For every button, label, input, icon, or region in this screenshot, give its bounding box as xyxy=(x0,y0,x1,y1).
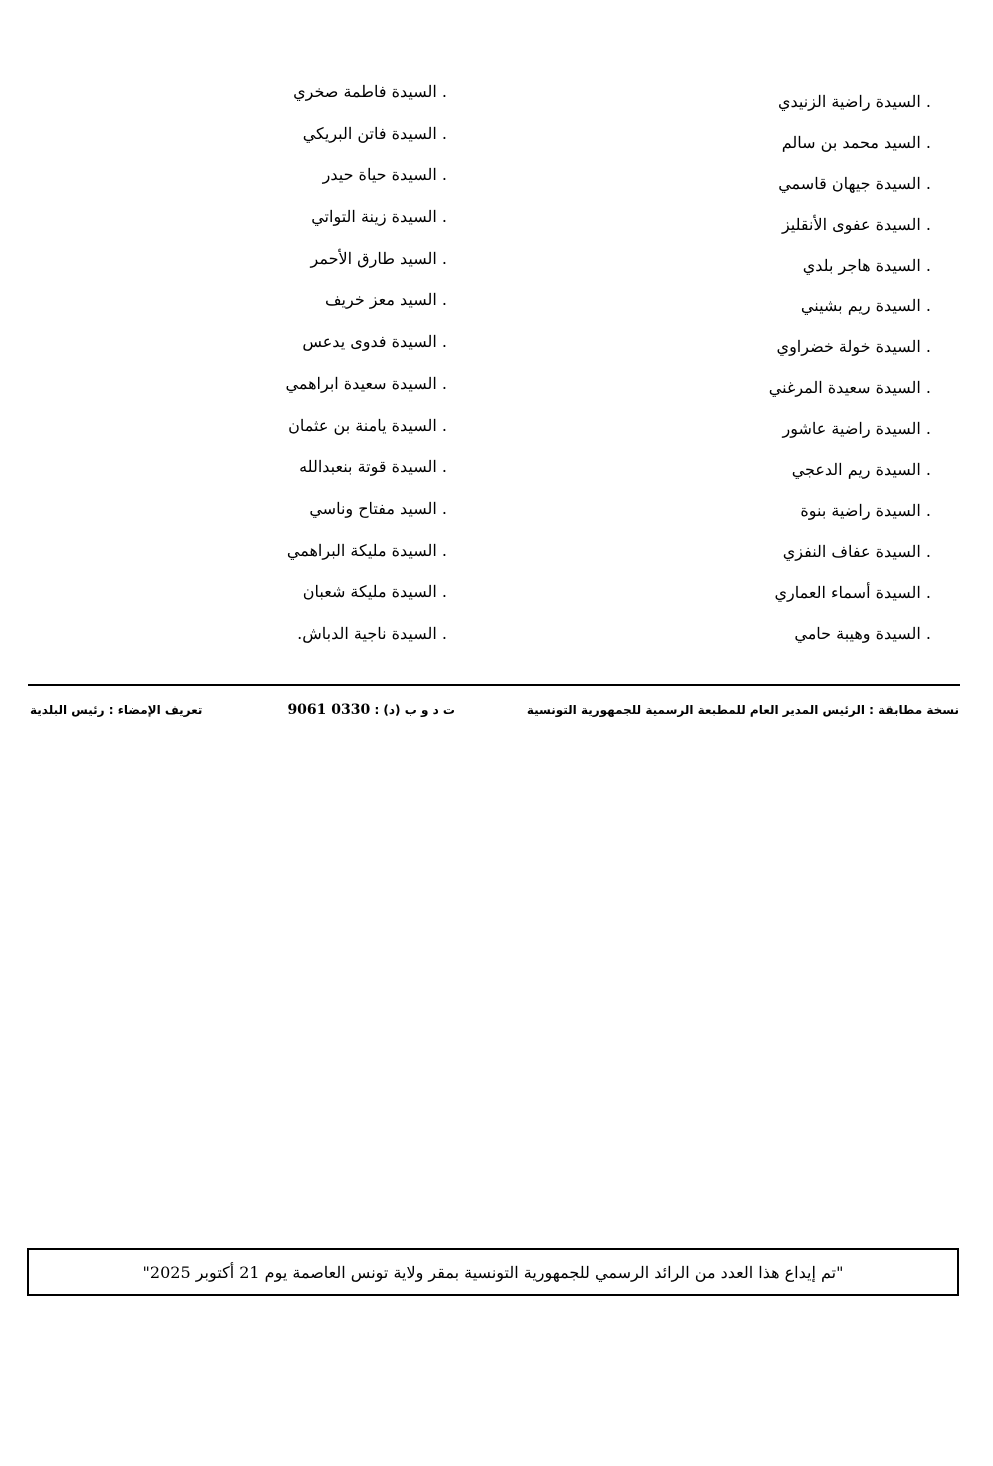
name-entry: . السيد مفتاح وناسي xyxy=(309,498,447,518)
name-entry: . السيدة مليكة البراهمي xyxy=(286,540,447,560)
registration-code-label: ت د و ب (د) : xyxy=(374,703,455,717)
name-entry: . السيدة عفاف النفزي xyxy=(782,541,931,561)
name-entry: . السيدة فاطمة صخري xyxy=(293,82,447,101)
signature-text: تعريف الإمضاء : رئيس البلدية xyxy=(30,703,203,717)
name-entry: . السيدة هاجر بلدي xyxy=(802,255,931,275)
name-entry: . السيدة عفوى الأنقليز xyxy=(781,214,931,234)
name-entry: . السيدة أسماء العماري xyxy=(774,582,931,602)
names-right-column xyxy=(531,84,931,656)
name-entry: . السيدة حياة حيدر xyxy=(322,165,447,185)
name-entry: . السيدة راضية بنوة xyxy=(800,500,931,520)
name-entry: . السيد معز خريف xyxy=(324,290,447,310)
name-entry: . السيدة يامنة بن عثمان xyxy=(288,415,447,435)
names-left-column xyxy=(47,74,447,658)
name-entry: . السيدة فدوى يدعس xyxy=(302,332,447,352)
certified-copy-text: نسخة مطابقة : الرئيس المدير العام للمطبعة الرسمية للجمهورية التونسية xyxy=(526,703,959,717)
name-entry: . السيدة راضية الزنيدي xyxy=(777,92,931,111)
registration-code-number: 0330 9061 xyxy=(287,702,371,718)
name-entry: . السيدة سعيدة المرغني xyxy=(768,378,931,398)
name-entry: . السيدة ريم الدعجي xyxy=(791,460,931,480)
deposit-notice-box xyxy=(27,1248,959,1296)
name-entry: . السيد طارق الأحمر xyxy=(310,248,447,268)
name-entry: . السيدة سعيدة ابراهمي xyxy=(285,373,447,393)
name-entry: . السيدة خولة خضراوي xyxy=(776,337,931,357)
name-entry: . السيد محمد بن سالم xyxy=(781,132,931,152)
name-entry: . السيدة فاتن البريكي xyxy=(302,123,447,143)
deposit-notice-text: "تم إيداع هذا العدد من الرائد الرسمي للجمهورية التونسية بمقر ولاية تونس العاصمة يوم 21 أكتوبر 2025" xyxy=(142,1262,844,1282)
footer-divider xyxy=(28,684,960,686)
name-entry: . السيدة راضية عاشور xyxy=(782,419,931,439)
name-entry: . السيدة وهيبة حامي xyxy=(794,623,931,643)
name-entry: . السيدة جيهان قاسمي xyxy=(778,173,931,193)
name-entry: . السيدة زينة التواتي xyxy=(311,207,447,227)
name-entry: . السيدة ريم بشيني xyxy=(800,296,931,316)
name-entry: . السيدة ناجية الدباش. xyxy=(297,623,447,643)
name-entry: . السيدة مليكة شعبان xyxy=(302,582,447,602)
name-entry: . السيدة قوتة بنعبدالله xyxy=(299,457,447,477)
registration-code xyxy=(287,700,455,720)
